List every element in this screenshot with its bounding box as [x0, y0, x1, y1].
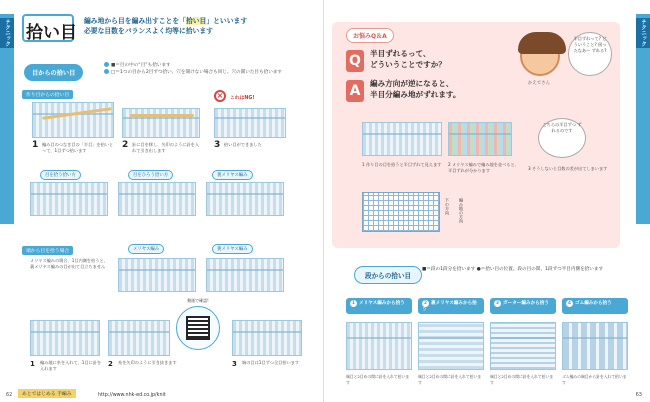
- knit-illustration-11: [232, 320, 302, 356]
- direction-label-1: 下の方向: [445, 198, 450, 215]
- qa-caption-1: 1 作り目の目を拾うと半目ずれて見えます: [362, 162, 442, 167]
- knit-illustration-8: [206, 258, 284, 292]
- lead-line1-pre: 編み地から目を編み出すことを「: [84, 17, 186, 25]
- ng-icon: ×: [214, 90, 226, 102]
- knit-stockinette: [346, 322, 412, 370]
- answer-line-2: 半目分編み地がずれます。: [370, 90, 461, 99]
- knit-illustration-2: [122, 108, 200, 138]
- knit-rib: [562, 322, 628, 370]
- answer-text: [370, 78, 461, 100]
- knit-illustration-ng: [214, 108, 286, 138]
- knit-garter: [490, 322, 556, 370]
- bullet-icon: [104, 62, 109, 67]
- lead-line2: 必要な目数をバランスよく均等に拾います: [84, 27, 213, 35]
- side-tab-head: テクニックガイド: [636, 18, 650, 48]
- page-number-left: 62: [6, 392, 13, 398]
- qa-panel: [332, 22, 620, 248]
- lower-caption-3: 糸を矢印のように引き抜きます: [118, 360, 177, 365]
- lower-caption-1: メリヤス編みの場合、1目内側を拾うと、裏メリヤス編みの目が出て目立ちません: [30, 258, 108, 269]
- qa-knit-illustration-1: [362, 122, 442, 156]
- note-1: ■＝目の中の“目”も拾います: [111, 63, 171, 68]
- question-line-2: どういうことですか？: [370, 60, 446, 69]
- side-tab-items: ●拾い目 ●段からの拾い目: [626, 88, 632, 158]
- category-caption-1: 端目と2目めの間に針を入れて拾います: [346, 374, 410, 385]
- lead-line1-post: 」といいます: [206, 17, 248, 25]
- pill-2: 目をひろう拾い方: [128, 170, 173, 180]
- character-avatar: [520, 36, 560, 76]
- page-title: 拾い目: [26, 23, 77, 43]
- step-caption-1: 編み目のつなぎ目の「半目」を拾いとって、1目ずつ拾います: [42, 142, 114, 153]
- lower-caption-2: 編み地に糸を入れて、1目に針を入れます: [40, 360, 102, 371]
- category-label: ガーター編みから拾う: [503, 301, 549, 306]
- section-tag-row-pickup: 段からの拾い目: [354, 266, 422, 284]
- footer-url[interactable]: http://www.nhk-ed.co.jp/knit: [98, 393, 166, 398]
- speech-bubble: 半目ずれって? どういうこと? 困ったなあ〜 ずれる?: [568, 32, 612, 76]
- category-label: ゴム編みから拾う: [575, 301, 612, 306]
- knit-reverse-stockinette: [418, 322, 484, 370]
- right-page: [326, 0, 650, 402]
- side-tab-right: [626, 14, 650, 224]
- footer-tag: あとではじめる 手編み: [18, 389, 76, 398]
- knit-illustration-4: [30, 182, 108, 216]
- qa-caption-2: 2 メリヤス編みで編み地を並べると、半目ずれが分かります: [448, 162, 519, 173]
- subhead-cast-on: 作り目からの拾い目: [22, 90, 73, 99]
- knit-illustration-7: [118, 258, 196, 292]
- page-number-right: 63: [635, 392, 642, 398]
- section-tag-stitch-pickup: 目からの拾い目: [24, 64, 83, 81]
- answer-icon: A: [346, 80, 364, 102]
- side-tab-left: [0, 14, 14, 224]
- question-text: [370, 48, 446, 70]
- category-caption-4: ゴム編みの端目から針を入れて拾います: [562, 374, 627, 385]
- pill-1: 目を拾う拾い方: [40, 170, 81, 180]
- section2-note: ■＝段の1段分を拾います ●＝拾い目の位置、段の目の間、1段ずつ半目内側を拾います: [422, 267, 604, 272]
- category-num: 2: [423, 301, 428, 306]
- pill-5: 裏メリヤス編み: [212, 244, 253, 254]
- lead-text: [84, 16, 314, 36]
- step-number-3b: 3: [232, 360, 237, 368]
- explanation-bubble: こちらの半目ずつ ずれるのです: [538, 118, 586, 158]
- step-number-2b: 2: [108, 360, 113, 368]
- pill-4: メリヤス編み: [128, 244, 164, 254]
- knit-illustration-9: [30, 320, 100, 356]
- category-num: 3: [495, 301, 500, 306]
- section-notes: [104, 62, 314, 76]
- category-label: 裏メリヤス編みから拾う: [422, 301, 477, 312]
- question-icon: Q: [346, 50, 364, 72]
- left-page: [0, 0, 324, 402]
- side-tab-head: テクニック: [0, 18, 14, 48]
- qa-knit-illustration-2: [448, 122, 512, 156]
- footer: [0, 388, 323, 402]
- character-label: かえでさん: [528, 81, 550, 86]
- knit-illustration-10: [108, 320, 170, 356]
- stitch-grid-chart: [362, 192, 440, 232]
- category-caption-3: 端目と2目めの間に針を入れて拾います: [490, 374, 554, 385]
- qa-badge: お悩みQ＆A: [346, 28, 394, 43]
- qr-caption: 動画で確認!: [187, 298, 209, 303]
- category-stockinette: [346, 298, 412, 314]
- knit-illustration-5: [118, 182, 196, 216]
- step-number-3: 3: [214, 140, 221, 150]
- category-label: メリヤス編みから拾う: [359, 301, 405, 306]
- bullet-icon: [104, 69, 109, 74]
- step-caption-2: 針に目を移し、矢印のように針を入れて引き出します: [132, 142, 200, 153]
- pill-3: 裏メリヤス編み: [212, 170, 253, 180]
- knit-illustration-6: [206, 182, 284, 216]
- needle-illustration: [130, 114, 194, 117]
- step-number-2: 2: [122, 140, 129, 150]
- step-number-1b: 1: [30, 360, 35, 368]
- question-line-1: 半目ずれるって、: [370, 49, 431, 58]
- category-rib: [562, 298, 628, 314]
- step-caption-3: 拾い目ができました: [224, 142, 262, 147]
- qr-code-icon: [186, 316, 210, 340]
- note-2: □＝1つの目から2目ずつ拾い、穴を開けない場合も同じ。穴の開いた目も拾います: [111, 70, 282, 75]
- ng-label: これはNG!: [230, 96, 255, 101]
- category-num: 1: [351, 301, 356, 306]
- category-garter: [490, 298, 556, 314]
- qa-caption-3: 3 そうしないと目数の差が出てしまいます: [528, 166, 608, 171]
- category-num: 4: [567, 301, 572, 306]
- lead-highlight: 拾い目: [185, 17, 207, 25]
- subhead-edge: 端から目を拾う場合: [22, 246, 73, 255]
- category-reverse-stockinette: [418, 298, 484, 314]
- lower-caption-4: 端の目は1目ずつ全目拾います: [242, 360, 300, 365]
- step-number-1: 1: [32, 140, 39, 150]
- answer-line-1: 編み方向が逆になると、: [370, 79, 454, 88]
- category-caption-2: 端目と2目めの間に針を入れて拾います: [418, 374, 482, 385]
- direction-label-2: 編み地の方向: [459, 198, 464, 224]
